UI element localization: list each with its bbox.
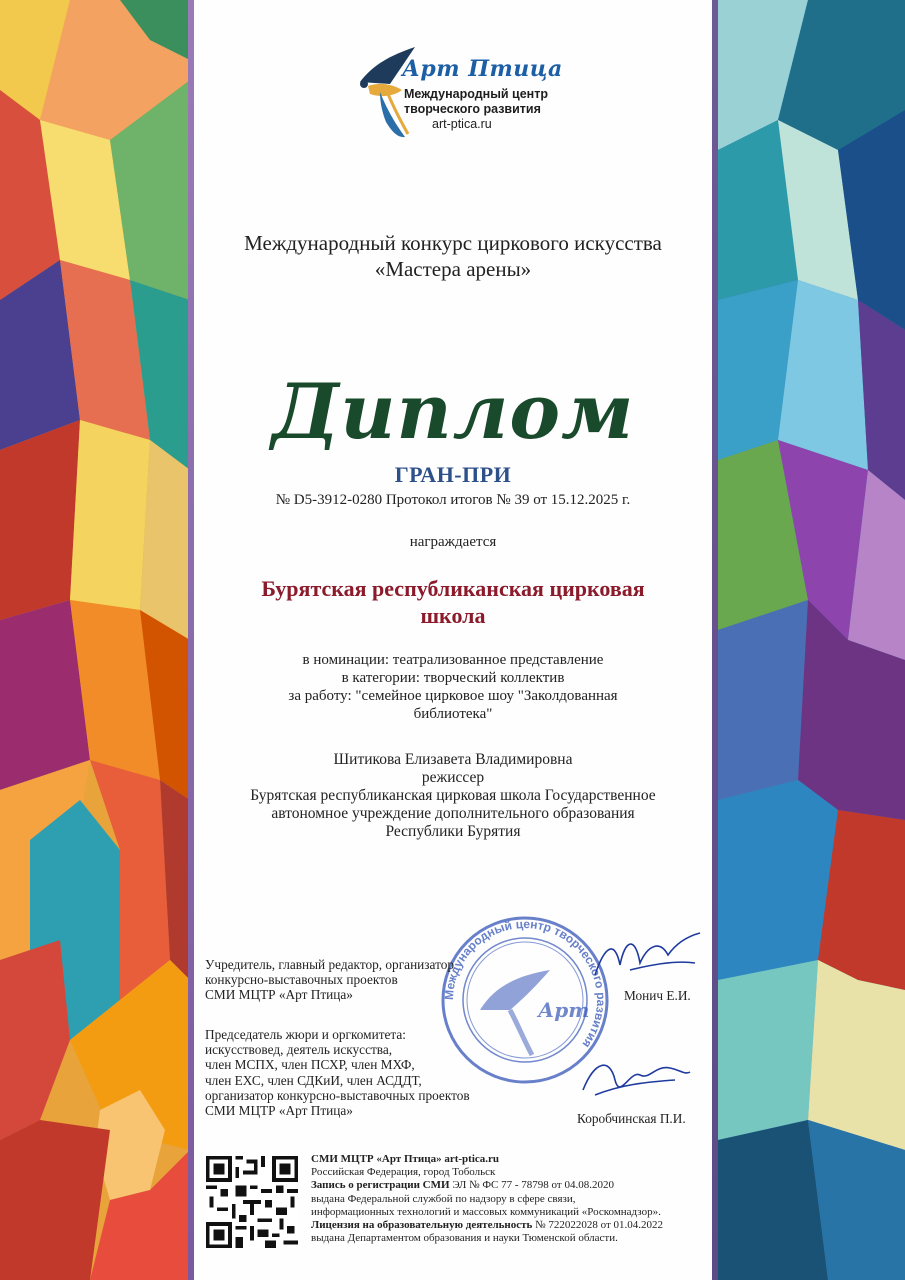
leader-org-line3: Республики Бурятия (385, 823, 521, 840)
signature2-line2: искусствовед, деятель искусства, (205, 1042, 393, 1058)
signature1-line3: СМИ МЦТР «Арт Птица» (205, 987, 353, 1003)
signature2-name: Коробчинская П.И. (577, 1111, 686, 1126)
footer-line7: выдана Департаментом образования и науки Тюменской области. (311, 1232, 618, 1245)
signature2-line3: член МСПХ, член ПСХР, член МХФ, (205, 1057, 415, 1073)
logo-subtitle-line1: Международный центр (404, 87, 548, 101)
signature1-name: Монич Е.И. (624, 988, 691, 1003)
leader-org-line2: автономное учреждение дополнительного образования (271, 805, 635, 822)
protocol-number: № D5-3912-0280 Протокол итогов № 39 от 15.12.2025 г. (275, 492, 631, 508)
nomination-block (194, 651, 712, 723)
award-title: ГРАН-ПРИ (394, 462, 512, 487)
logo-subtitle-line2: творческого развития (404, 102, 541, 116)
signature2-line1: Председатель жюри и оргкомитета: (205, 1027, 406, 1042)
footer-line4: выдана Федеральной службой по надзору в сфере связи, (311, 1192, 576, 1205)
footer-line6-bold: Лицензия на образовательную деятельность (311, 1219, 533, 1232)
footer-line3-bold: Запись о регистрации СМИ (311, 1179, 450, 1192)
signature2-line4: член ЕХС, член СДКиИ, член АСДДТ, (205, 1072, 422, 1088)
contest-line1: Международный конкурс циркового искусства (244, 231, 662, 255)
left-mosaic-border (0, 0, 190, 1280)
footer-line2: Российская Федерация, город Тобольск (311, 1166, 496, 1179)
footer-line6-rest: № 722022028 от 01.04.2022 (532, 1219, 664, 1232)
contest-line2: «Мастера арены» (374, 257, 532, 281)
signature-block-2 (205, 1027, 470, 1118)
signature-block-1 (205, 957, 454, 1003)
awarded-label: награждается (409, 534, 497, 550)
nomination-line3: за работу: "семейное цирковое шоу "Заколдованная (288, 688, 618, 704)
diploma-heading: Диплом (271, 367, 635, 456)
leader-name: Шитикова Елизавета Владимировна (333, 751, 573, 768)
footer-line1: СМИ МЦТР «Арт Птица» art-ptica.ru (311, 1153, 500, 1165)
right-mosaic-border (718, 0, 905, 1280)
nomination-line1: в номинации: театрализованное представление (302, 652, 604, 668)
winner-line1: Бурятская республиканская цирковая (261, 576, 645, 601)
footer-info (311, 1153, 663, 1245)
right-border-line (712, 0, 718, 1280)
contest-title (194, 230, 712, 282)
signature1-line2: конкурсно-выставочных проектов (205, 972, 398, 988)
leader-block (194, 751, 712, 841)
footer-line5: информационных технологий и массовых коммуникаций «Роскомнадзор». (311, 1205, 661, 1218)
leader-org-line1: Бурятская республиканская цирковая школа Государственное (250, 787, 656, 804)
footer-line3-rest: ЭЛ № ФС 77 - 78798 от 04.08.2020 (449, 1179, 614, 1192)
winner-line2: школа (420, 603, 486, 628)
leader-role: режиссер (421, 769, 485, 786)
signature-korobchinskaya-icon (575, 1050, 695, 1110)
stamp-outer-text: Международный центр творческого развития (441, 916, 609, 1051)
stamp-center-text: Арт (538, 998, 590, 1022)
logo-site: art-ptica.ru (432, 117, 492, 131)
qr-code-icon (206, 1156, 298, 1248)
signature2-line6: СМИ МЦТР «Арт Птица» (205, 1103, 353, 1119)
winner-name (194, 575, 712, 629)
nomination-line2: в категории: творческий коллектив (341, 670, 565, 686)
logo-title: Арт Птица (402, 56, 563, 82)
nomination-line4: библиотека" (413, 706, 493, 722)
signature2-line5: организатор конкурсно-выставочных проектов (205, 1087, 470, 1103)
signature1-line1: Учредитель, главный редактор, организатор (205, 957, 455, 972)
signature-monich-icon (590, 925, 705, 990)
